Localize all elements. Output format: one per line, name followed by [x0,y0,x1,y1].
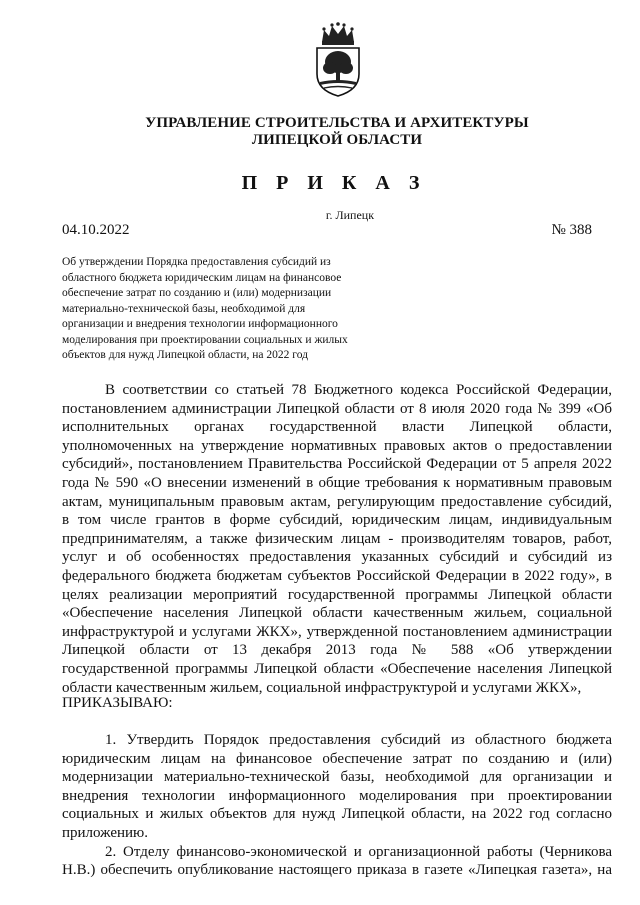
text-line: государственной программы Липецкой области «Обеспечение населения Липецкой [62,660,612,677]
text-line: федерального бюджета бюджетам субъектов Российской Федерации в 2022 году», в [62,567,612,584]
document-subject [62,255,392,364]
clause-line: модернизации материально-технической базы, необходимой для организации и [62,769,612,786]
document-type: П Р И К А З [241,172,427,194]
text-line: в том числе грантов в форме субсидий, юридическим лицам, индивидуальным [62,512,612,529]
subject-line: объектов для нужд Липецкой области, на 2022 год [62,349,308,361]
organization-region: ЛИПЕЦКОЙ ОБЛАСТИ [251,132,423,148]
clause-line: юридическим лицам на финансовое обеспечение затрат по созданию и (или) [62,750,612,767]
clauses [62,731,612,880]
clause-line: внедрения технологии информационного моделирования при проектировании [62,787,612,804]
text-line: области качественным жильем, социальной инфраструктурой и услугами ЖКХ», [62,679,582,696]
text-line: «Обеспечение населения Липецкой области качественным жильем, социальной [62,605,612,622]
coat-of-arms-icon [312,22,364,98]
subject-line: обеспечение затрат по созданию и (или) модернизации [62,287,332,299]
text-line: актам, муниципальным правовым актам, регулирующим предоставление субсидий, [62,493,612,510]
text-line: инфраструктурой и услугами ЖКХ», утвержденной постановлением администрации [62,623,612,640]
clause-line: приложению. [62,824,149,841]
text-line: исполнительных органах государственной власти Липецкой области, [62,419,612,436]
text-line: предпринимателям, а также физическим лицам - производителям товаров, работ, [62,530,612,547]
text-line: субсидий», постановлением Правительства Российской Федерации от 5 апреля 2022 [62,456,612,473]
document-city: г. Липецк [325,208,375,222]
subject-line: Об утверждении Порядка предоставления субсидий из [62,256,331,268]
subject-line: областного бюджета юридическим лицам на финансовое [62,271,342,284]
subject-line: организации и внедрения технологии информационного [62,318,338,330]
organization-title: УПРАВЛЕНИЕ СТРОИТЕЛЬСТВА И АРХИТЕКТУРЫ [145,115,529,131]
preamble-paragraph [62,381,612,697]
subject-line: материально-технической базы, необходимой для [62,302,306,315]
text-line: года № 590 «О внесении изменений в общие требования к нормативным правовым [62,474,612,491]
clause-line: 2. Отделу финансово-экономической и организационной работы (Черникова [105,843,612,860]
document-date: 04.10.2022 [62,222,130,238]
text-line: уполномоченных на утверждение нормативных правовых актов о предоставлении [62,437,612,454]
subject-line: моделирования при проектировании социальных и жилых [62,333,348,346]
clause-line: социальных и жилых объектов для нужд Липецкой области, на 2022 год согласно [62,806,612,823]
document-number: № 388 [551,222,592,238]
text-line: Липецкой области от 13 декабря 2013 года № 588 «Об утверждении [62,642,612,659]
text-line: постановлением администрации Липецкой области от 8 июля 2020 года № 399 «Об [62,400,612,417]
clause-line: Н.В.) обеспечить опубликование настоящего приказа в газете «Липецкая газета», на [62,862,612,879]
orders-heading: ПРИКАЗЫВАЮ: [62,695,173,711]
text-line: услуг и об особенностях предоставления указанных субсидий и субсидий из [62,549,612,566]
text-line: В соответствии со статьей 78 Бюджетного кодекса Российской Федерации, [105,382,612,398]
clause-line: 1. Утвердить Порядок предоставления субсидий из областного бюджета [105,732,612,748]
text-line: целях реализации мероприятий государственной программы Липецкой области [62,586,612,603]
